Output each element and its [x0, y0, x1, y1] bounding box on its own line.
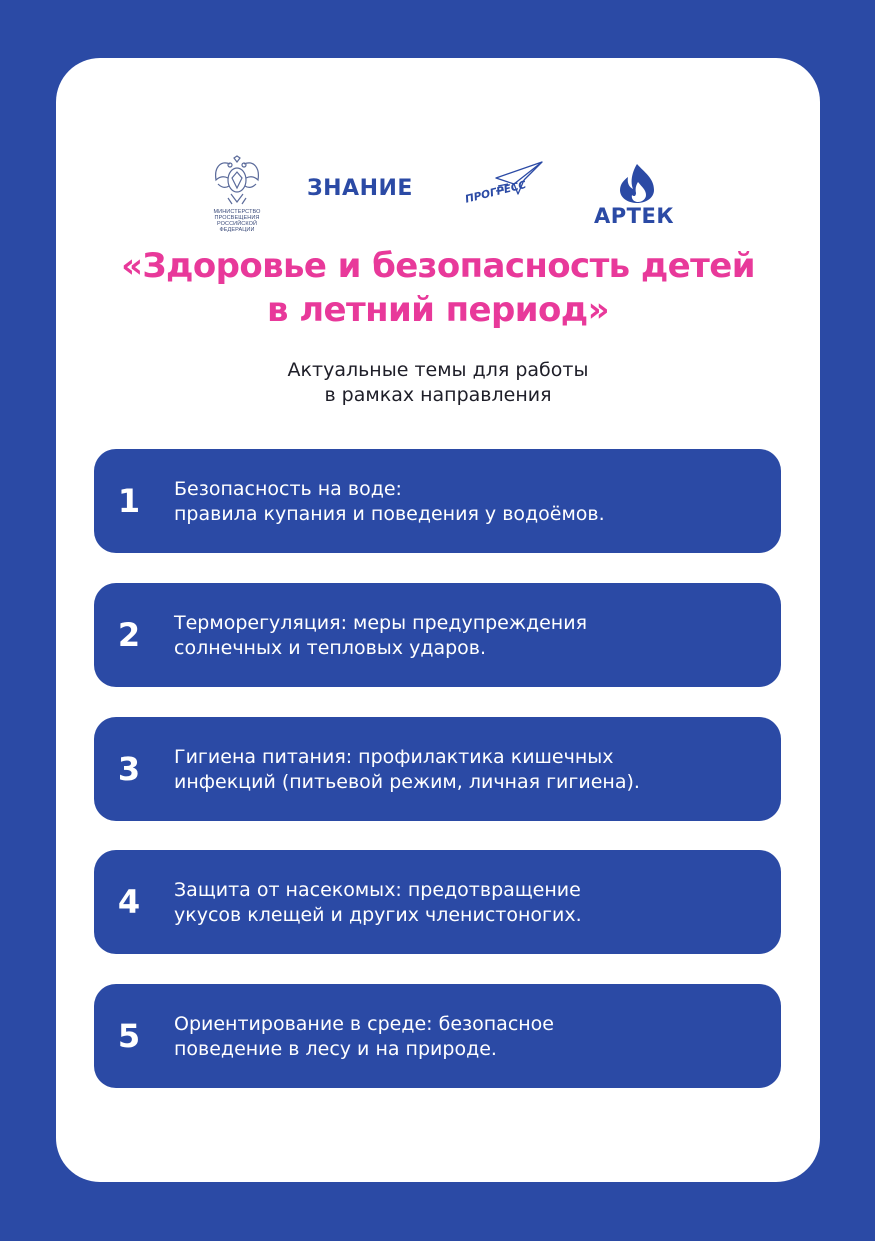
- ministry-text: МИНИСТЕРСТВО ПРОСВЕЩЕНИЯ РОССИЙСКОЙ ФЕДЕРАЦИИ: [213, 209, 261, 233]
- page-title: [56, 244, 820, 332]
- topic-text: [174, 878, 774, 928]
- topic-number: 2: [117, 616, 141, 654]
- topic-text: [174, 611, 774, 661]
- topic-line-2: инфекций (питьевой режим, личная гигиена).: [174, 771, 640, 793]
- ministry-emblem-icon: [210, 154, 264, 208]
- topic-card-1: [94, 449, 781, 553]
- topic-card-3: [94, 717, 781, 821]
- topic-line-1: Ориентирование в среде: безопасное: [174, 1013, 554, 1035]
- topic-line-1: Защита от насекомых: предотвращение: [174, 879, 581, 901]
- partner-logos: [56, 154, 820, 234]
- ministry-logo: [199, 154, 275, 234]
- topic-number: 3: [117, 750, 141, 788]
- artek-logo: [592, 162, 688, 234]
- topic-card-2: [94, 583, 781, 687]
- title-line-2: в летний период»: [267, 290, 609, 330]
- topic-text: [174, 745, 774, 795]
- subtitle-line-2: в рамках направления: [324, 384, 552, 406]
- progress-logo: [464, 160, 544, 230]
- subtitle-line-1: Актуальные темы для работы: [287, 359, 589, 381]
- flame-icon: [614, 162, 660, 204]
- artek-text: АРТЕК: [594, 204, 674, 228]
- topic-number: 1: [117, 482, 141, 520]
- topic-line-1: Безопасность на воде:: [174, 478, 402, 500]
- topic-number: 5: [117, 1017, 141, 1055]
- topic-text: [174, 1012, 774, 1062]
- page-subtitle: [56, 358, 820, 408]
- progress-text: ПРОГРЕСС: [464, 178, 528, 206]
- topic-card-4: [94, 850, 781, 954]
- topic-text: [174, 477, 774, 527]
- poster-card: [56, 58, 820, 1182]
- topic-card-5: [94, 984, 781, 1088]
- topic-number: 4: [117, 883, 141, 921]
- topic-line-2: укусов клещей и других членистоногих.: [174, 904, 582, 926]
- topic-line-1: Терморегуляция: меры предупреждения: [174, 612, 588, 634]
- topic-line-2: солнечных и тепловых ударов.: [174, 637, 487, 659]
- title-line-1: «Здоровье и безопасность детей: [121, 246, 755, 286]
- topic-line-2: поведение в лесу и на природе.: [174, 1038, 497, 1060]
- topic-line-1: Гигиена питания: профилактика кишечных: [174, 746, 614, 768]
- znanie-logo: ЗНАНИЕ: [307, 176, 413, 201]
- topic-line-2: правила купания и поведения у водоёмов.: [174, 503, 605, 525]
